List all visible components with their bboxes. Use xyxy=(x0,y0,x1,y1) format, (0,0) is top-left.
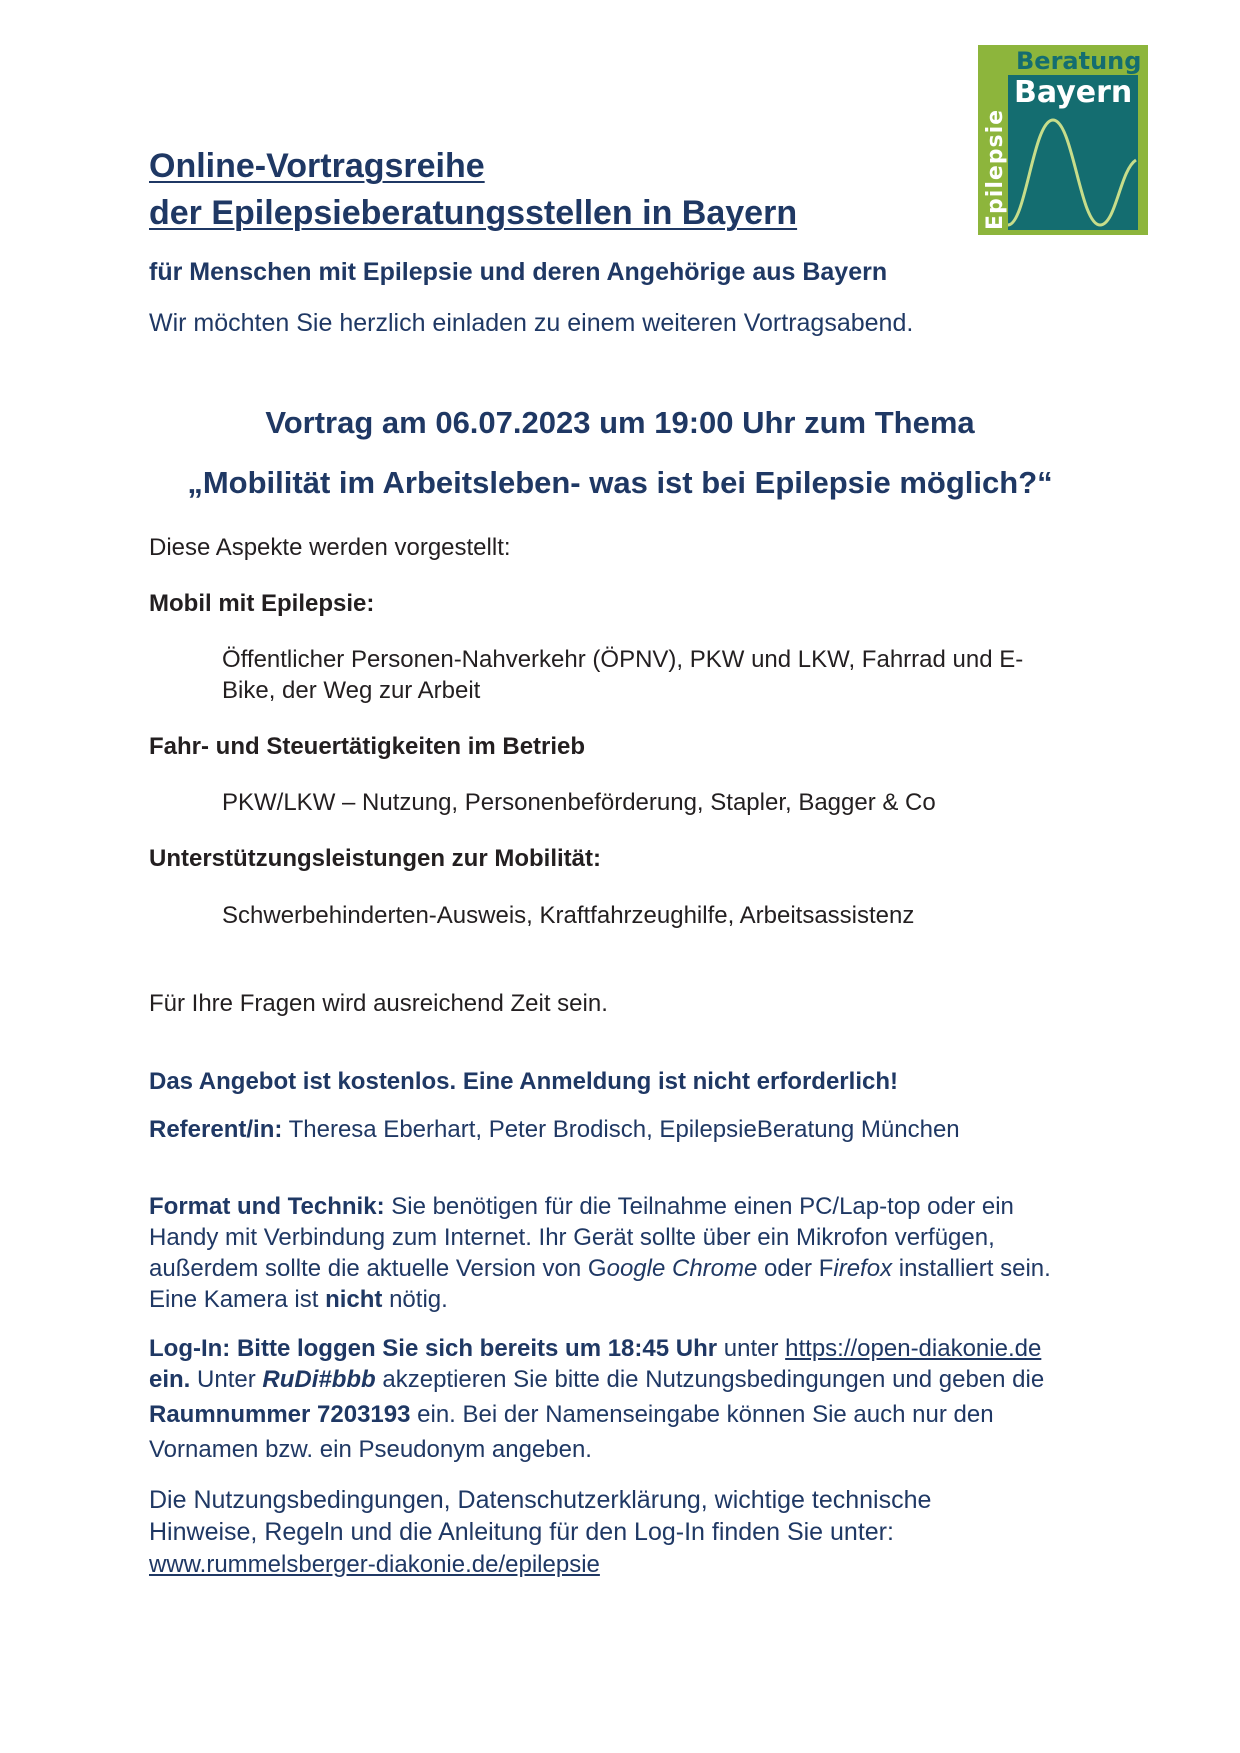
logo-text-beratung: Beratung xyxy=(1016,47,1142,75)
format-text3c: oder F xyxy=(757,1255,834,1282)
login-text4: ein. Bei der Namenseingabe können Sie auch nur den xyxy=(410,1401,994,1428)
logo-panel xyxy=(1008,75,1138,230)
aspect-detail-mobil-line2: Bike, der Weg zur Arbeit xyxy=(222,677,481,704)
footer-link-line xyxy=(149,1551,600,1579)
aspects-intro: Diese Aspekte werden vorgestellt: xyxy=(149,534,511,561)
login-time: Log-In: Bitte loggen Sie sich bereits um 18:45 Uhr xyxy=(149,1335,718,1362)
format-line2: Handy mit Verbindung zum Internet. Ihr Gerät sollte über ein Mikrofon verfügen, xyxy=(149,1224,995,1251)
format-text4a: Eine Kamera ist xyxy=(149,1286,326,1313)
format-text4c: nötig. xyxy=(382,1286,448,1313)
speaker-line xyxy=(149,1116,960,1144)
logo-text-epilepsie: Epilepsie xyxy=(983,108,1008,230)
footer-line1: Die Nutzungsbedingungen, Datenschutzerklärung, wichtige technische xyxy=(149,1486,932,1514)
login-text-ein: ein. xyxy=(149,1366,191,1393)
login-text1: unter xyxy=(717,1335,786,1362)
aspect-detail-betrieb: PKW/LKW – Nutzung, Personenbeförderung, Stapler, Bagger & Co xyxy=(222,789,936,816)
browser-firefox: irefox xyxy=(833,1255,893,1282)
page-title-line1: Online-Vortragsreihe xyxy=(149,147,485,185)
rummelsberger-diakonie-link[interactable]: www.rummelsberger-diakonie.de/epilepsie xyxy=(149,1551,600,1578)
format-text3a: außerdem sollte die aktuelle Version von G xyxy=(149,1255,607,1282)
epilepsie-beratung-bayern-logo xyxy=(978,45,1148,235)
questions-note: Für Ihre Fragen wird ausreichend Zeit sein. xyxy=(149,990,608,1017)
aspect-detail-mobil-line1: Öffentlicher Personen-Nahverkehr (ÖPNV), PKW und LKW, Fahrrad und E- xyxy=(222,646,1024,673)
page-title-line2: der Epilepsieberatungsstellen in Bayern xyxy=(149,194,798,232)
speaker-label: Referent/in: xyxy=(149,1116,283,1143)
login-line1 xyxy=(149,1335,1041,1363)
login-line2 xyxy=(149,1366,1044,1394)
logo-text-bayern: Bayern xyxy=(1014,75,1133,110)
format-text1: Sie benötigen für die Teilnahme einen PC/Lap-top oder ein xyxy=(384,1193,1014,1220)
login-line3 xyxy=(149,1401,994,1429)
room-number: Raumnummer 7203193 xyxy=(149,1401,411,1428)
footer-line2: Hinweise, Regeln und die Anleitung für den Log-In finden Sie unter: xyxy=(149,1518,894,1546)
free-offer-note: Das Angebot ist kostenlos. Eine Anmeldung ist nicht erforderlich! xyxy=(149,1068,898,1095)
browser-chrome: oogle Chrome xyxy=(606,1255,758,1282)
format-line4 xyxy=(149,1286,448,1314)
login-line4: Vornamen bzw. ein Pseudonym angeben. xyxy=(149,1436,592,1463)
aspect-heading-betrieb: Fahr- und Steuertätigkeiten im Betrieb xyxy=(149,733,586,760)
login-text3: akzeptieren Sie bitte die Nutzungsbedingungen und geben die xyxy=(375,1366,1045,1393)
wave-icon xyxy=(1008,75,1138,230)
format-text4b: nicht xyxy=(325,1286,383,1313)
aspect-heading-mobil: Mobil mit Epilepsie: xyxy=(149,590,375,617)
format-text3e: installiert sein. xyxy=(892,1255,1051,1282)
format-line3 xyxy=(149,1255,1051,1283)
talk-topic: „Mobilität im Arbeitsleben- was ist bei Epilepsie möglich?“ xyxy=(187,465,1053,500)
aspect-heading-unterstuetzung: Unterstützungsleistungen zur Mobilität: xyxy=(149,845,601,872)
invitation-text: Wir möchten Sie herzlich einladen zu einem weiteren Vortragsabend. xyxy=(149,309,914,337)
talk-date-line: Vortrag am 06.07.2023 um 19:00 Uhr zum Thema xyxy=(265,405,975,440)
login-text2: Unter xyxy=(190,1366,263,1393)
speaker-names: Theresa Eberhart, Peter Brodisch, EpilepsieBeratung München xyxy=(282,1116,960,1143)
open-diakonie-link[interactable]: https://open-diakonie.de xyxy=(785,1335,1042,1362)
format-line1 xyxy=(149,1193,1014,1221)
subtitle: für Menschen mit Epilepsie und deren Angehörige aus Bayern xyxy=(149,258,888,286)
format-label: Format und Technik: xyxy=(149,1193,385,1220)
room-system: RuDi#bbb xyxy=(262,1366,376,1393)
aspect-detail-unterstuetzung: Schwerbehinderten-Ausweis, Kraftfahrzeughilfe, Arbeitsassistenz xyxy=(222,902,915,929)
